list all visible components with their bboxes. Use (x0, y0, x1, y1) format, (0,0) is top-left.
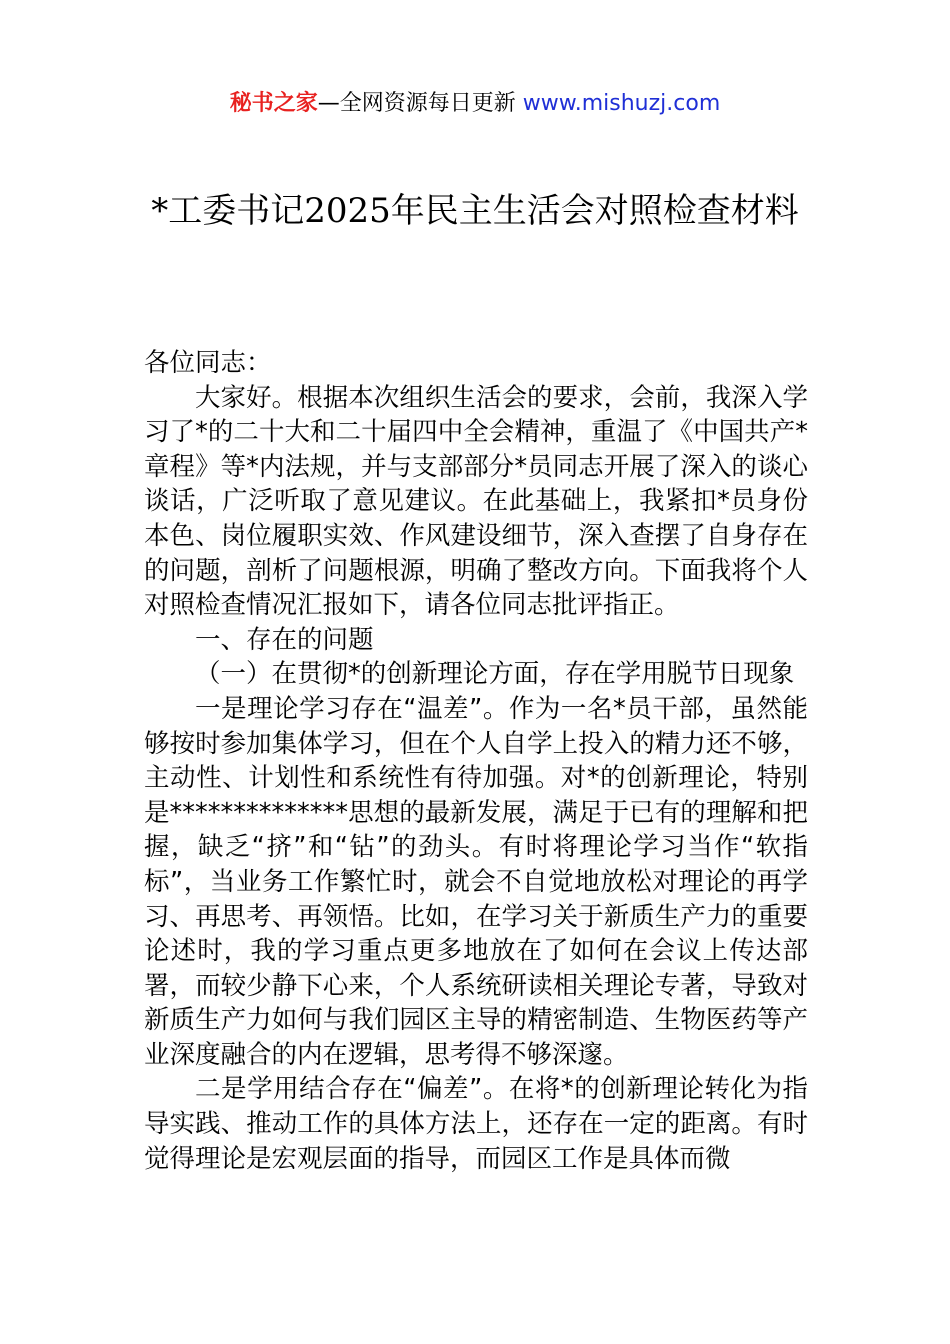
paragraph-intro: 大家好。根据本次组织生活会的要求，会前，我深入学习了*的二十大和二十届四中全会精神，重温了《中国共产*章程》等*内法规，并与支部部分*员同志开展了深入的谈心谈话，广泛听取了意见建议。在此基础上，我紧扣*员身份本色、岗位履职实效、作风建设细节，深入查摆了自身存在的问题，剖析了问题根源，明确了整改方向。下面我将个人对照检查情况汇报如下，请各位同志批评指正。 (144, 382, 808, 621)
document-title: *工委书记2025年民主生活会对照检查材料 (151, 191, 799, 231)
brand-name: 秘书之家 (229, 91, 318, 116)
paragraph-point-2: 二是学用结合存在“偏差”。在将*的创新理论转化为指导实践、推动工作的具体方法上，还存在一定的距离。有时觉得理论是宏观层面的指导，而园区工作是具体而微 (144, 1074, 808, 1174)
paragraph-point-1: 一是理论学习存在“温差”。作为一名*员干部，虽然能够按时参加集体学习，但在个人自学上投入的精力还不够，主动性、计划性和系统性有待加强。对*的创新理论，特别是**************思想的最新发展，满足于已有的理解和把握，缺乏“挤”和“钻”的劲头。有时将理论学习当作“软指标”，当业务工作繁忙时，就会不自觉地放松对理论的再学习、再思考、再领悟。比如，在学习关于新质生产力的重要论述时，我的学习重点更多地放在了如何在会议上传达部署，而较少静下心来，个人系统研读相关理论专著，导致对新质生产力如何与我们园区主导的精密制造、生物医药等产业深度融合的内在逻辑，思考得不够深邃。 (144, 693, 808, 1070)
site-url-link[interactable]: www.mishuzj.com (522, 91, 721, 116)
header-dash: — (317, 91, 340, 116)
document-body (144, 346, 808, 1176)
heading-subsection-1: （一）在贯彻*的创新理论方面，存在学用脱节日现象 (195, 659, 795, 690)
heading-section-1: 一、存在的问题 (195, 624, 374, 655)
salutation: 各位同志： (144, 348, 272, 378)
header-slogan: 全网资源每日更新 (339, 91, 516, 116)
site-header (0, 88, 950, 120)
